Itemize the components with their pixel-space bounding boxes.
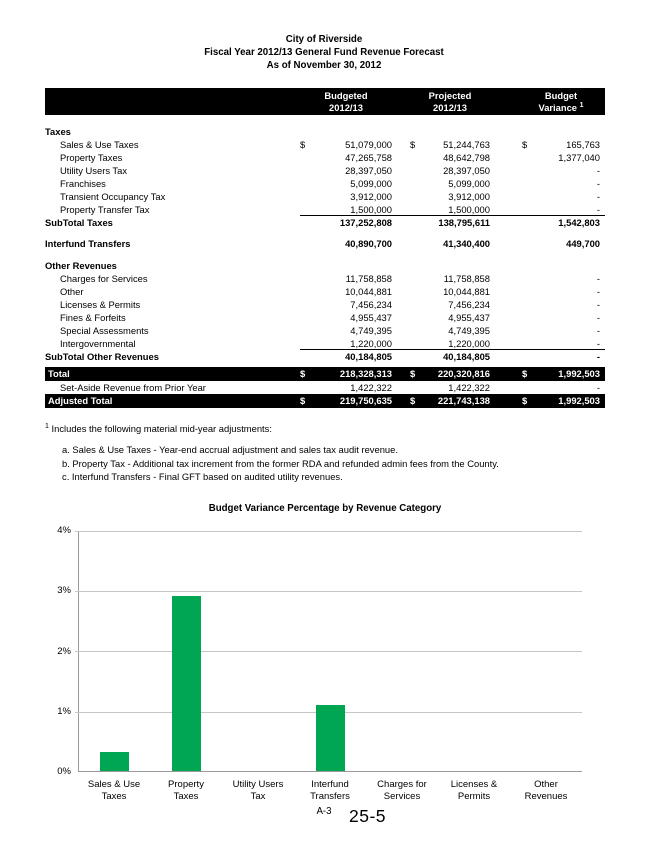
report-title <box>0 33 648 72</box>
cell-budgeted: 4,749,395 <box>350 325 392 336</box>
table-row-interfund-transfers <box>45 237 605 250</box>
section-reference: A-3 <box>316 806 332 817</box>
row-label: Property Transfer Tax <box>60 204 150 215</box>
row-label: Set-Aside Revenue from Prior Year <box>60 382 206 393</box>
table-row-subtotal-taxes <box>45 216 605 229</box>
table-header <box>45 88 605 115</box>
x-axis-category-label: Property Taxes <box>168 779 204 802</box>
x-axis-category-label: Other Revenues <box>524 779 568 802</box>
cell-projected: 1,422,322 <box>448 382 490 393</box>
x-axis-labels <box>78 779 582 802</box>
footnote-item-c: c. Interfund Transfers - Final GFT based on audited utility revenues. <box>62 471 343 482</box>
chart-title: Budget Variance Percentage by Revenue Category <box>208 503 442 514</box>
cell-budgeted: $ 218,328,313 <box>300 368 392 379</box>
cell-projected: 138,795,611 <box>438 217 490 228</box>
row-label: SubTotal Other Revenues <box>45 351 159 362</box>
row-label: Fines & Forfeits <box>60 312 126 323</box>
currency-symbol: $ <box>522 139 528 150</box>
chart-bars <box>79 531 582 771</box>
cell-projected: 1,500,000 <box>448 204 490 215</box>
cell-projected: 1,220,000 <box>448 338 490 349</box>
cell-variance: - <box>596 338 600 349</box>
table-row <box>45 337 605 350</box>
cell-budgeted: 4,955,437 <box>350 312 392 323</box>
report-title-line-3: As of November 30, 2012 <box>266 60 382 71</box>
table-row-adjusted-total <box>45 394 605 408</box>
row-label: Charges for Services <box>60 273 148 284</box>
cell-projected: 3,912,000 <box>448 191 490 202</box>
cell-projected: $ 221,743,138 <box>410 395 490 406</box>
cell-projected: 10,044,881 <box>443 286 490 297</box>
cell-variance: - <box>596 165 600 176</box>
footnote-marker: 1 <box>45 422 49 430</box>
table-row <box>45 272 605 285</box>
row-label: Transient Occupancy Tax <box>60 191 166 202</box>
footnote-item-a: a. Sales & Use Taxes - Year-end accrual adjustment and sales tax audit revenue. <box>62 444 398 455</box>
cell-projected: 7,456,234 <box>448 299 490 310</box>
table-row <box>45 311 605 324</box>
cell-variance: - <box>596 312 600 323</box>
row-label: SubTotal Taxes <box>45 217 113 228</box>
row-label: Adjusted Total <box>48 395 113 406</box>
table-row <box>45 298 605 311</box>
row-label: Franchises <box>60 178 106 189</box>
cell-budgeted: $ 219,750,635 <box>300 395 392 406</box>
cell-budgeted: 5,099,000 <box>350 178 392 189</box>
cell-budgeted: $ 51,079,000 <box>300 139 392 150</box>
cell-variance: - <box>596 273 600 284</box>
cell-variance: $ 1,992,503 <box>522 395 600 406</box>
cell-variance: 1,377,040 <box>558 152 600 163</box>
table-section-taxes <box>45 125 605 138</box>
cell-variance: - <box>596 382 600 393</box>
cell-budgeted: 7,456,234 <box>350 299 392 310</box>
footnote-intro: $^1$ Includes the following material mid-year adjustments: <box>45 422 272 434</box>
table-row <box>45 324 605 337</box>
footnote-reference-mark: 1 <box>579 101 584 109</box>
row-label: Property Taxes <box>60 152 123 163</box>
cell-projected: 5,099,000 <box>448 178 490 189</box>
cell-projected: 48,642,798 <box>443 152 490 163</box>
table-row <box>45 285 605 298</box>
currency-symbol: $ <box>300 139 306 150</box>
cell-variance: 1,542,803 <box>558 217 600 228</box>
cell-variance: $ 165,763 <box>522 139 600 150</box>
cell-projected: $ 51,244,763 <box>410 139 490 150</box>
cell-budgeted: 40,184,805 <box>345 351 392 362</box>
chart-bar-sales-use-taxes <box>100 752 129 771</box>
cell-budgeted: 137,252,808 <box>339 217 392 228</box>
table-row-set-aside <box>45 381 605 394</box>
section-label: Other Revenues <box>45 260 117 271</box>
x-axis-category-label: Licenses & Permits <box>450 779 498 802</box>
column-header-projected: Projected 2012/13 <box>428 90 472 113</box>
cell-budgeted: 1,500,000 <box>350 204 392 215</box>
row-label: Intergovernmental <box>60 338 136 349</box>
page-number: 25-5 <box>349 806 387 826</box>
cell-projected: 4,749,395 <box>448 325 490 336</box>
cell-variance: - <box>596 325 600 336</box>
footnote-item-b: b. Property Tax - Additional tax increment from the former RDA and refunded admin fees from the County. <box>62 457 499 469</box>
revenue-forecast-table <box>45 88 605 408</box>
table-row <box>45 203 605 216</box>
table-row-total <box>45 367 605 381</box>
y-axis-tick-label: 1% <box>57 706 71 717</box>
cell-variance: - <box>596 178 600 189</box>
currency-symbol: $ <box>410 139 416 150</box>
cell-variance: - <box>596 286 600 297</box>
cell-variance: - <box>596 204 600 215</box>
row-label: Total <box>48 368 70 379</box>
x-axis-category-label: Sales & Use Taxes <box>87 779 141 802</box>
cell-budgeted: 28,397,050 <box>345 165 392 176</box>
table-row <box>45 164 605 177</box>
cell-budgeted: 3,912,000 <box>350 191 392 202</box>
table-row <box>45 151 605 164</box>
chart-bar-interfund-transfers <box>316 705 345 771</box>
table-header-spacer <box>45 90 300 115</box>
table-row <box>45 138 605 151</box>
cell-variance: - <box>596 191 600 202</box>
row-label: Licenses & Permits <box>60 299 141 310</box>
cell-budgeted: 40,890,700 <box>345 238 392 249</box>
row-label: Special Assessments <box>60 325 149 336</box>
chart-plot-area <box>78 531 582 772</box>
row-label: Interfund Transfers <box>45 238 131 249</box>
x-axis-category-label: Interfund Transfers <box>310 779 350 802</box>
cell-budgeted: 1,422,322 <box>350 382 392 393</box>
table-row <box>45 190 605 203</box>
cell-budgeted: 10,044,881 <box>345 286 392 297</box>
cell-budgeted: 47,265,758 <box>345 152 392 163</box>
report-title-line-1: City of Riverside <box>285 34 363 45</box>
y-axis-tick-label: 3% <box>57 585 71 596</box>
cell-projected: $ 220,320,816 <box>410 368 490 379</box>
cell-variance: - <box>596 351 600 362</box>
column-header-budget-variance: Budget Variance $^1$ <box>538 90 584 113</box>
row-label: Utility Users Tax <box>60 165 128 176</box>
report-title-line-2: Fiscal Year 2012/13 General Fund Revenue Forecast <box>204 47 444 58</box>
x-axis-category-label: Charges for Services <box>377 779 427 802</box>
y-axis-tick-label: 2% <box>57 646 71 657</box>
x-axis-category-label: Utility Users Tax <box>232 779 284 802</box>
row-label: Other <box>60 286 84 297</box>
cell-projected: 28,397,050 <box>443 165 490 176</box>
table-row-subtotal-other-revenues <box>45 350 605 363</box>
cell-projected: 40,184,805 <box>443 351 490 362</box>
cell-variance: $ 1,992,503 <box>522 368 600 379</box>
budget-variance-bar-chart <box>45 497 605 827</box>
section-label: Taxes <box>45 126 71 137</box>
y-axis-tick-label: 0% <box>57 766 71 777</box>
y-axis-tick-label: 4% <box>57 525 71 536</box>
cell-projected: 11,758,858 <box>443 273 490 284</box>
cell-variance: 449,700 <box>566 238 600 249</box>
cell-variance: - <box>596 299 600 310</box>
table-row <box>45 177 605 190</box>
table-section-other-revenues <box>45 259 605 272</box>
row-label: Sales & Use Taxes <box>60 139 139 150</box>
column-header-budgeted: Budgeted 2012/13 <box>324 90 368 113</box>
footnotes <box>45 423 605 484</box>
cell-projected: 4,955,437 <box>448 312 490 323</box>
cell-projected: 41,340,400 <box>443 238 490 249</box>
cell-budgeted: 11,758,858 <box>345 273 392 284</box>
chart-bar-property-taxes <box>172 596 201 771</box>
cell-budgeted: 1,220,000 <box>350 338 392 349</box>
